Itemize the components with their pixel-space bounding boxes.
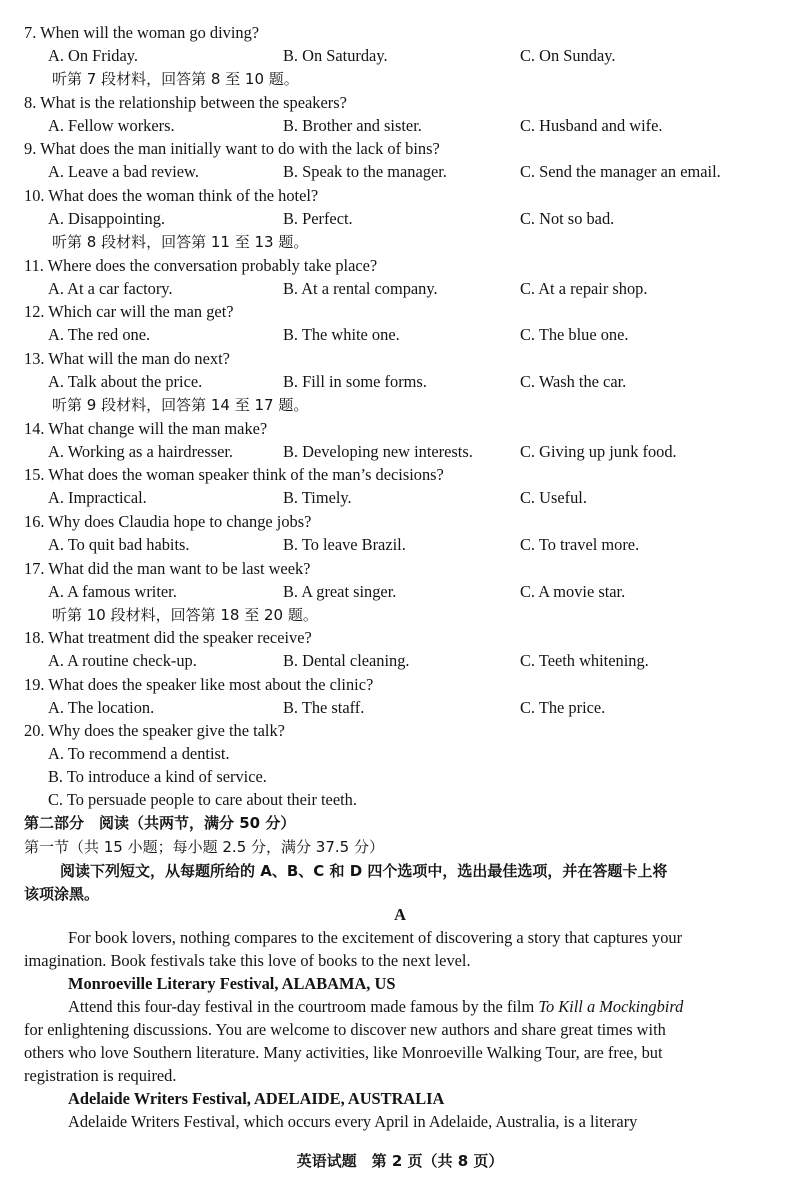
options-13 xyxy=(48,371,788,393)
question-14: 14. What change will the man make? xyxy=(24,419,268,438)
question-10: 10. What does the woman think of the hotel? xyxy=(24,186,319,205)
section-heading: 第一节（共 15 小题；每小题 2.5 分，满分 37.5 分） xyxy=(24,838,384,856)
option-a: A. At a car factory. xyxy=(48,279,173,298)
option-c: C. Send the manager an email. xyxy=(520,162,721,181)
option-b: B. At a rental company. xyxy=(283,279,438,298)
option-b: B. The staff. xyxy=(283,698,365,717)
festival-description-line4: registration is required. xyxy=(24,1066,177,1085)
option-b: B. Perfect. xyxy=(283,209,353,228)
festival-description-text: Attend this four-day festival in the courtroom made famous by the film xyxy=(68,997,539,1016)
option-c: C. Teeth whitening. xyxy=(520,651,649,670)
option-c: C. A movie star. xyxy=(520,582,626,601)
option-a: A. Talk about the price. xyxy=(48,372,203,391)
options-12 xyxy=(48,324,788,346)
option-a: A. A famous writer. xyxy=(48,582,177,601)
option-c: C. On Sunday. xyxy=(520,46,616,65)
option-b: B. Developing new interests. xyxy=(283,442,473,461)
question-17: 17. What did the man want to be last week? xyxy=(24,559,311,578)
option-c: C. At a repair shop. xyxy=(520,279,648,298)
option-c: C. The blue one. xyxy=(520,325,629,344)
listening-instruction: 听第 7 段材料，回答第 8 至 10 题。 xyxy=(52,70,299,88)
options-9 xyxy=(48,161,788,183)
option-a: A. On Friday. xyxy=(48,46,138,65)
option-b: B. Dental cleaning. xyxy=(283,651,410,670)
options-7 xyxy=(48,45,788,67)
options-14 xyxy=(48,441,788,463)
festival-title: Adelaide Writers Festival, ADELAIDE, AUSTRALIA xyxy=(68,1089,445,1108)
option-c: C. Wash the car. xyxy=(520,372,627,391)
question-13: 13. What will the man do next? xyxy=(24,349,230,368)
question-18: 18. What treatment did the speaker receive? xyxy=(24,628,312,647)
option-a: A. Fellow workers. xyxy=(48,116,175,135)
option-a: A. Impractical. xyxy=(48,488,147,507)
page-footer: 英语试题 第 2 页（共 8 页） xyxy=(296,1152,504,1170)
option-b: B. Timely. xyxy=(283,488,352,507)
options-16 xyxy=(48,534,788,556)
question-16: 16. Why does Claudia hope to change jobs? xyxy=(24,512,312,531)
question-8: 8. What is the relationship between the speakers? xyxy=(24,93,347,112)
options-19 xyxy=(48,697,788,719)
option-b: B. The white one. xyxy=(283,325,400,344)
question-15: 15. What does the woman speaker think of the man’s decisions? xyxy=(24,465,444,484)
listening-instruction: 听第 10 段材料，回答第 18 至 20 题。 xyxy=(52,606,318,624)
option-b: B. Fill in some forms. xyxy=(283,372,427,391)
option-c: C. To persuade people to care about their teeth. xyxy=(48,790,357,809)
part-heading: 第二部分 阅读（共两节，满分 50 分） xyxy=(24,814,296,832)
option-b: B. Speak to the manager. xyxy=(283,162,447,181)
listening-instruction: 听第 9 段材料，回答第 14 至 17 题。 xyxy=(52,396,309,414)
film-title: To Kill a Mockingbird xyxy=(538,997,684,1016)
passage-intro-line2: imagination. Book festivals take this love of books to the next level. xyxy=(24,951,471,970)
passage-intro-line1: For book lovers, nothing compares to the excitement of discovering a story that captures your xyxy=(68,928,683,947)
option-a: A. Working as a hairdresser. xyxy=(48,442,234,461)
festival-description-line3: others who love Southern literature. Many activities, like Monroeville Walking Tour, are free, but xyxy=(24,1043,663,1062)
option-c: C. Not so bad. xyxy=(520,209,615,228)
option-c: C. Giving up junk food. xyxy=(520,442,677,461)
option-a: A. To recommend a dentist. xyxy=(48,744,230,763)
option-b: B. To introduce a kind of service. xyxy=(48,767,267,786)
passage-letter: A xyxy=(394,905,406,924)
option-a: A. The red one. xyxy=(48,325,151,344)
option-a: A. To quit bad habits. xyxy=(48,535,190,554)
question-12: 12. Which car will the man get? xyxy=(24,302,234,321)
question-11: 11. Where does the conversation probably take place? xyxy=(24,256,378,275)
festival-description-line1 xyxy=(68,996,683,1018)
option-c: C. The price. xyxy=(520,698,606,717)
festival-description-line2: for enlightening discussions. You are welcome to discover new authors and share great times with xyxy=(24,1020,666,1039)
reading-instruction-line1: 阅读下列短文，从每题所给的 A、B、C 和 D 四个选项中，选出最佳选项，并在答题卡上将 xyxy=(60,862,668,880)
option-a: A. Disappointing. xyxy=(48,209,166,228)
options-8 xyxy=(48,115,788,137)
option-a: A. A routine check-up. xyxy=(48,651,197,670)
option-c: C. Useful. xyxy=(520,488,587,507)
options-11 xyxy=(48,278,788,300)
option-a: A. Leave a bad review. xyxy=(48,162,199,181)
options-17 xyxy=(48,581,788,603)
option-c: C. To travel more. xyxy=(520,535,640,554)
festival-title: Monroeville Literary Festival, ALABAMA, US xyxy=(68,974,396,993)
reading-instruction-line2: 该项涂黑。 xyxy=(24,885,100,903)
options-18 xyxy=(48,650,788,672)
options-15 xyxy=(48,487,788,509)
festival-description-line1: Adelaide Writers Festival, which occurs every April in Adelaide, Australia, is a literary xyxy=(68,1112,638,1131)
listening-instruction: 听第 8 段材料，回答第 11 至 13 题。 xyxy=(52,233,309,251)
question-19: 19. What does the speaker like most about the clinic? xyxy=(24,675,374,694)
option-a: A. The location. xyxy=(48,698,155,717)
option-c: C. Husband and wife. xyxy=(520,116,663,135)
option-b: B. To leave Brazil. xyxy=(283,535,406,554)
question-20: 20. Why does the speaker give the talk? xyxy=(24,721,285,740)
question-9: 9. What does the man initially want to do with the lack of bins? xyxy=(24,139,440,158)
options-10 xyxy=(48,208,788,230)
option-b: B. On Saturday. xyxy=(283,46,388,65)
option-b: B. A great singer. xyxy=(283,582,397,601)
option-b: B. Brother and sister. xyxy=(283,116,422,135)
question-7: 7. When will the woman go diving? xyxy=(24,23,260,42)
